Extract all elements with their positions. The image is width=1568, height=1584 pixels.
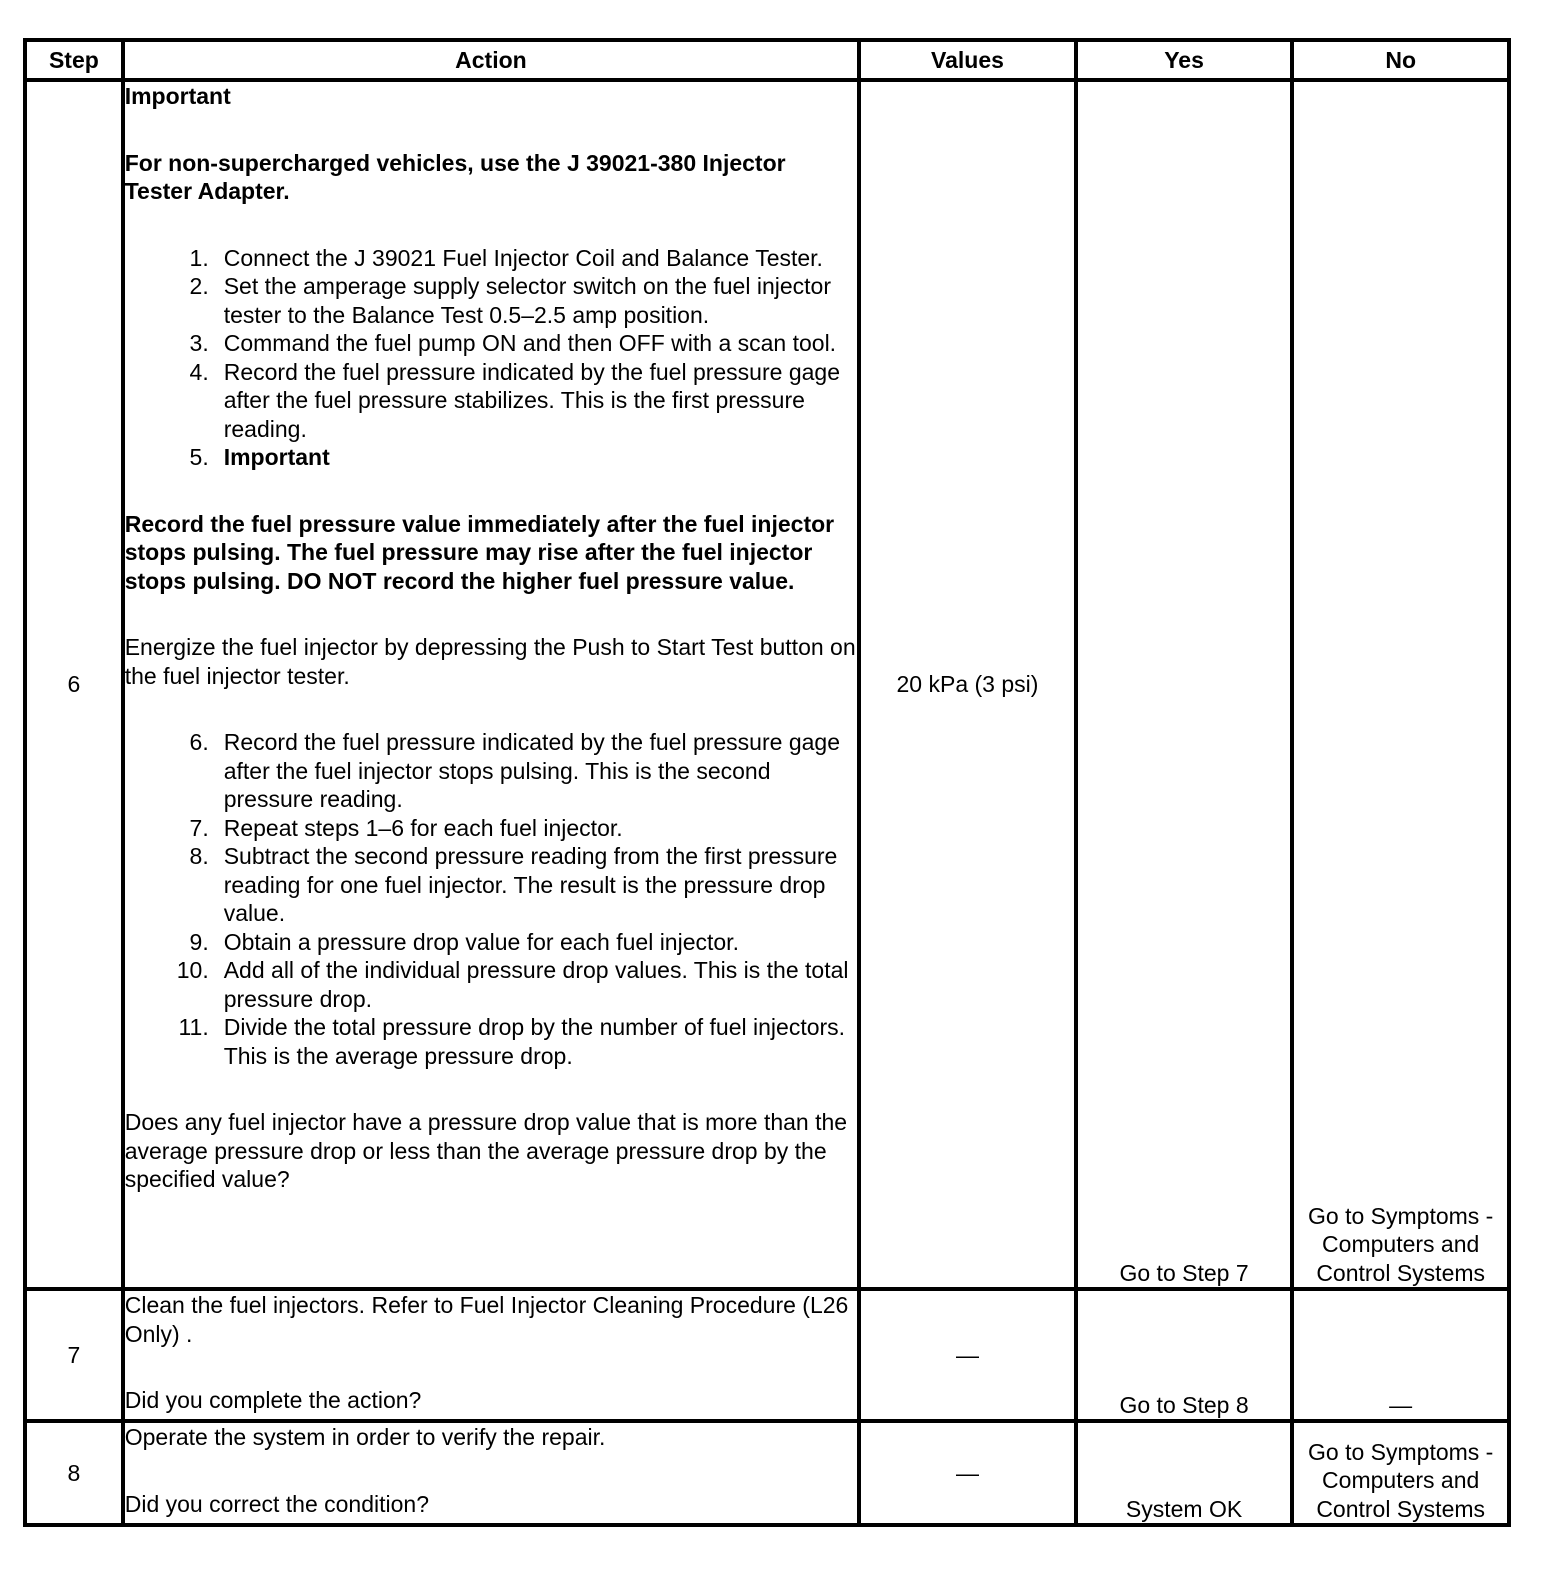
table-row-step-6 xyxy=(25,80,1509,1289)
list-number: 7. xyxy=(189,814,209,841)
important-note: For non-supercharged vehicles, use the J 39021-380 Injector Tester Adapter. xyxy=(124,149,786,204)
list-item xyxy=(125,928,857,957)
list-number: 11. xyxy=(178,1014,209,1040)
step-number: 7 xyxy=(25,1289,123,1421)
header-yes: Yes xyxy=(1076,40,1293,80)
list-text: Important xyxy=(223,444,330,470)
list-item xyxy=(125,272,857,329)
list-item xyxy=(125,358,857,444)
list-item xyxy=(125,814,857,843)
list-item xyxy=(125,329,857,358)
table-row-step-8 xyxy=(25,1421,1509,1525)
list-item xyxy=(125,244,857,273)
step-number: 8 xyxy=(25,1421,123,1525)
header-no: No xyxy=(1292,40,1509,80)
action-cell xyxy=(123,1421,859,1525)
table-row-step-7 xyxy=(25,1289,1509,1421)
question-text: Did you complete the action? xyxy=(124,1387,422,1413)
header-row xyxy=(25,40,1509,80)
list-number: 4. xyxy=(189,358,209,385)
value-cell: — xyxy=(859,1421,1076,1525)
value-cell: — xyxy=(859,1289,1076,1421)
list-item xyxy=(125,728,857,814)
list-text: Divide the total pressure drop by the number of fuel injectors. This is the average pressure drop. xyxy=(223,1014,846,1069)
question-text: Does any fuel injector have a pressure drop value that is more than the average pressure drop or less than the average pressure drop by the specified value? xyxy=(124,1109,848,1192)
step-number: 6 xyxy=(25,80,123,1289)
list-item xyxy=(125,443,857,472)
list-number: 9. xyxy=(189,928,209,955)
action-cell xyxy=(123,80,859,1289)
yes-cell: Go to Step 8 xyxy=(1076,1289,1293,1421)
list-number: 1. xyxy=(189,244,209,271)
yes-cell: Go to Step 7 xyxy=(1076,80,1293,1289)
action-text: Operate the system in order to verify the repair. xyxy=(124,1424,606,1450)
procedure-list xyxy=(125,244,857,472)
action-text: Clean the fuel injectors. Refer to Fuel Injector Cleaning Procedure (L26 Only) . xyxy=(124,1292,849,1347)
list-number: 3. xyxy=(189,330,209,356)
important-label: Important xyxy=(124,83,231,109)
list-number: 5. xyxy=(189,444,209,470)
list-text: Set the amperage supply selector switch on the fuel injector tester to the Balance Test 0.5–2.5 amp position. xyxy=(223,273,831,328)
list-number: 2. xyxy=(189,273,209,299)
list-text: Add all of the individual pressure drop values. This is the total pressure drop. xyxy=(223,957,849,1012)
step5-text: Energize the fuel injector by depressing the Push to Start Test button on the fuel injector tester. xyxy=(124,634,856,689)
action-cell xyxy=(123,1289,859,1421)
list-text: Connect the J 39021 Fuel Injector Coil and Balance Tester. xyxy=(223,244,823,271)
list-item xyxy=(125,956,857,1013)
step5-important-note: Record the fuel pressure value immediately after the fuel injector stops pulsing. The fuel pressure may rise after the fuel injector stops pulsing. DO NOT record the higher fuel pressure value. xyxy=(124,510,835,594)
value-cell: 20 kPa (3 psi) xyxy=(859,80,1076,1289)
header-values: Values xyxy=(859,40,1076,80)
list-item xyxy=(125,1013,857,1070)
yes-cell: System OK xyxy=(1076,1421,1293,1525)
list-item xyxy=(125,842,857,928)
procedure-list-continued xyxy=(125,728,857,1070)
no-cell: — xyxy=(1292,1289,1509,1421)
list-text: Repeat steps 1–6 for each fuel injector. xyxy=(223,814,623,841)
no-cell: Go to Symptoms - Computers and Control Systems xyxy=(1292,80,1509,1289)
diagnostic-table xyxy=(23,38,1511,1527)
list-text: Obtain a pressure drop value for each fuel injector. xyxy=(223,928,739,955)
list-text: Subtract the second pressure reading from the first pressure reading for one fuel injector. The result is the pressure drop value. xyxy=(223,843,838,926)
list-number: 6. xyxy=(189,729,209,755)
question-text: Did you correct the condition? xyxy=(124,1490,429,1517)
list-text: Record the fuel pressure indicated by the fuel pressure gage after the fuel injector stops pulsing. This is the second pressure reading. xyxy=(223,729,840,812)
list-number: 10. xyxy=(176,957,209,983)
no-cell: Go to Symptoms - Computers and Control Systems xyxy=(1292,1421,1509,1525)
header-action: Action xyxy=(123,40,859,80)
header-step: Step xyxy=(25,40,123,80)
list-text: Record the fuel pressure indicated by the fuel pressure gage after the fuel pressure stabilizes. This is the first pressure reading. xyxy=(223,358,840,442)
list-number: 8. xyxy=(189,843,209,869)
list-text: Command the fuel pump ON and then OFF with a scan tool. xyxy=(223,330,837,356)
